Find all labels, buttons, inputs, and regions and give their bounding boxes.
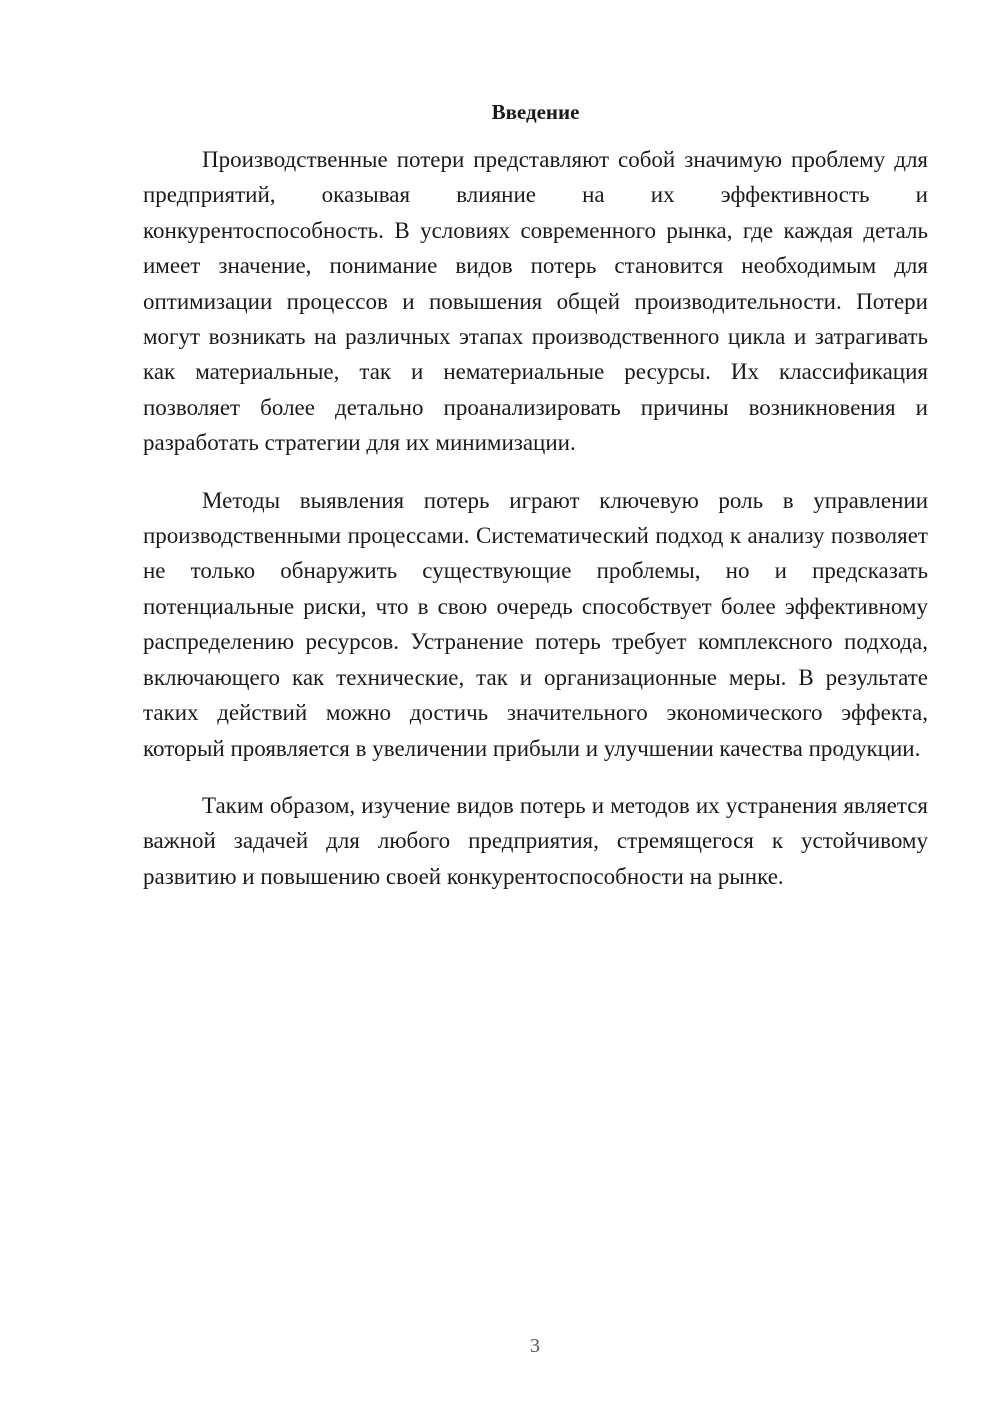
- body-text: [143, 142, 928, 916]
- paragraph-3: Таким образом, изучение видов потерь и методов их устранения является важной задачей для любого предприятия, стремящегося к устойчивому развитию и повышению своей конкурентоспособности на рынке.: [143, 792, 928, 889]
- paragraph-1: Производственные потери представляют собой значимую проблему для предприятий, оказывая влияние на их эффективность и конкурентоспособность. В условиях современного рынка, где каждая деталь имеет значение, понимание видов потерь становится необходимым для оптимизации процессов и повышения общей производительности. Потери могут возникать на различных этапах производственного цикла и затрагивать как материальные, так и нематериальные ресурсы. Их классификация позволяет более детально проанализировать причины возникновения и разработать стратегии для их минимизации.: [143, 147, 928, 456]
- page-number: 3: [530, 1335, 540, 1357]
- section-heading: Введение: [491, 100, 580, 124]
- paragraph-2: Методы выявления потерь играют ключевую роль в управлении производственными процессами. Систематический подход к анализу позволяет не только обнаружить существующие проблемы, но и предсказать потенциальные риски, что в свою очередь способствует более эффективному распределению ресурсов. Устранение потерь требует комплексного подхода, включающего как технические, так и организационные меры. В результате таких действий можно достичь значительного экономического эффекта, который проявляется в увеличении прибыли и улучшении качества продукции.: [143, 487, 928, 761]
